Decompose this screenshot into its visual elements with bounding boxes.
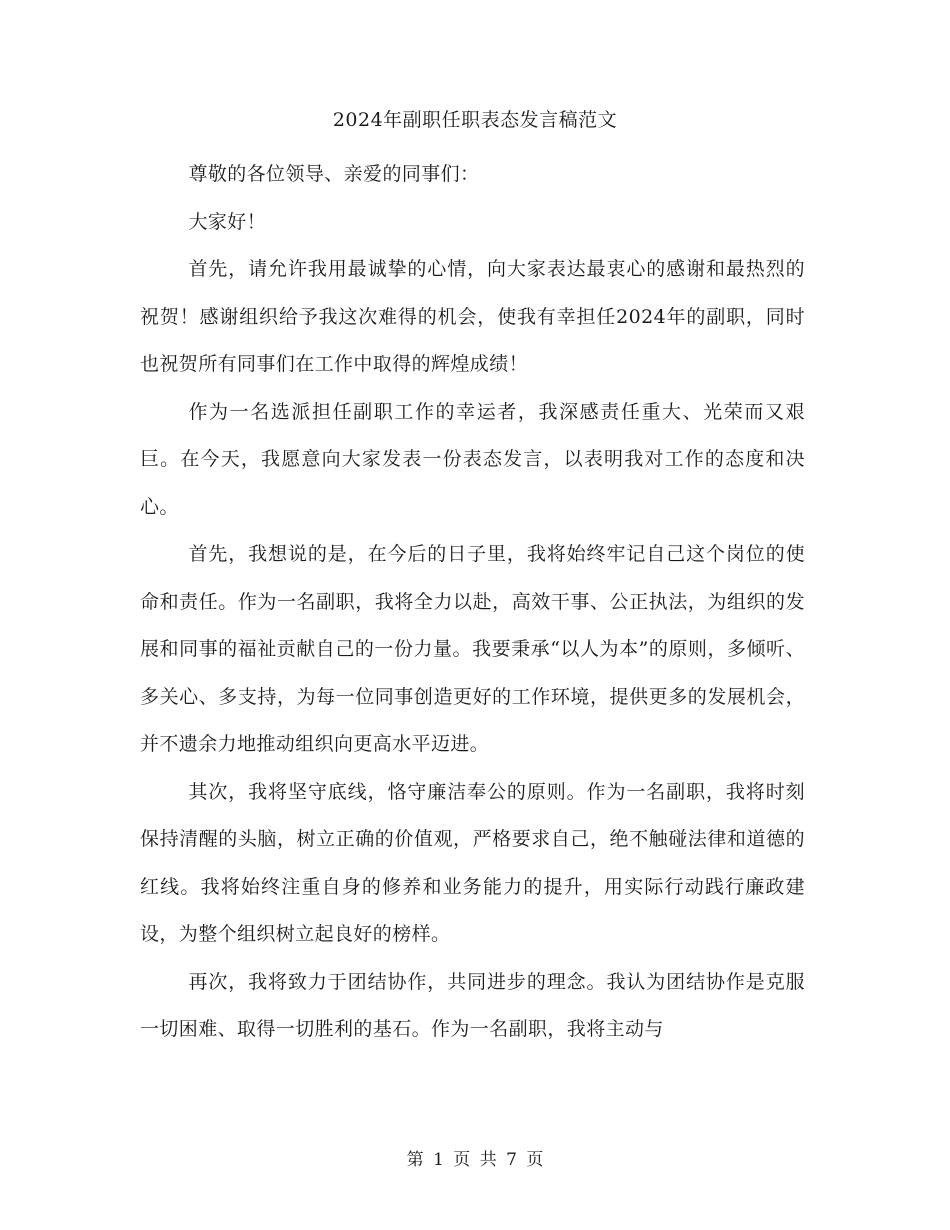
document-title: 2024年副职任职表态发言稿范文 — [332, 109, 618, 131]
document-body — [140, 151, 805, 1054]
page-footer: 第 1 页 共 7 页 — [406, 1150, 544, 1170]
paragraph-first-point: 首先，我想说的是，在今后的日子里，我将始终牢记自己这个岗位的使命和责任。作为一名副职，我将全力以赴，高效干事、公正执法，为组织的发展和同事的福祉贡献自己的一份力量。我要秉承“以人为本”的原则，多倾听、多关心、多支持，为每一位同事创造更好的工作环境，提供更多的发展机会，并不遗余力地推动组织向更高水平迈进。 — [140, 543, 805, 755]
paragraph-intro: 作为一名选派担任副职工作的幸运者，我深感责任重大、光荣而又艰巨。在今天，我愿意向大家发表一份表态发言，以表明我对工作的态度和决心。 — [140, 400, 805, 518]
paragraph-thanks: 首先，请允许我用最诚挚的心情，向大家表达最衷心的感谢和最热烈的祝贺！感谢组织给予我这次难得的机会，使我有幸担任2024年的副职，同时也祝贺所有同事们在工作中取得的辉煌成绩！ — [140, 258, 805, 375]
paragraph-third-point: 再次，我将致力于团结协作，共同进步的理念。我认为团结协作是克服一切困难、取得一切胜利的基石。作为一名副职，我将主动与 — [140, 970, 805, 1040]
greeting: 大家好！ — [188, 210, 267, 233]
salutation: 尊敬的各位领导、亲爱的同事们： — [188, 163, 480, 185]
paragraph-second-point: 其次，我将坚守底线，恪守廉洁奉公的原则。作为一名副职，我将时刻保持清醒的头脑，树立正确的价值观，严格要求自己，绝不触碰法律和道德的红线。我将始终注重自身的修养和业务能力的提升，用实际行动践行廉政建设，为整个组织树立起良好的榜样。 — [140, 780, 805, 945]
